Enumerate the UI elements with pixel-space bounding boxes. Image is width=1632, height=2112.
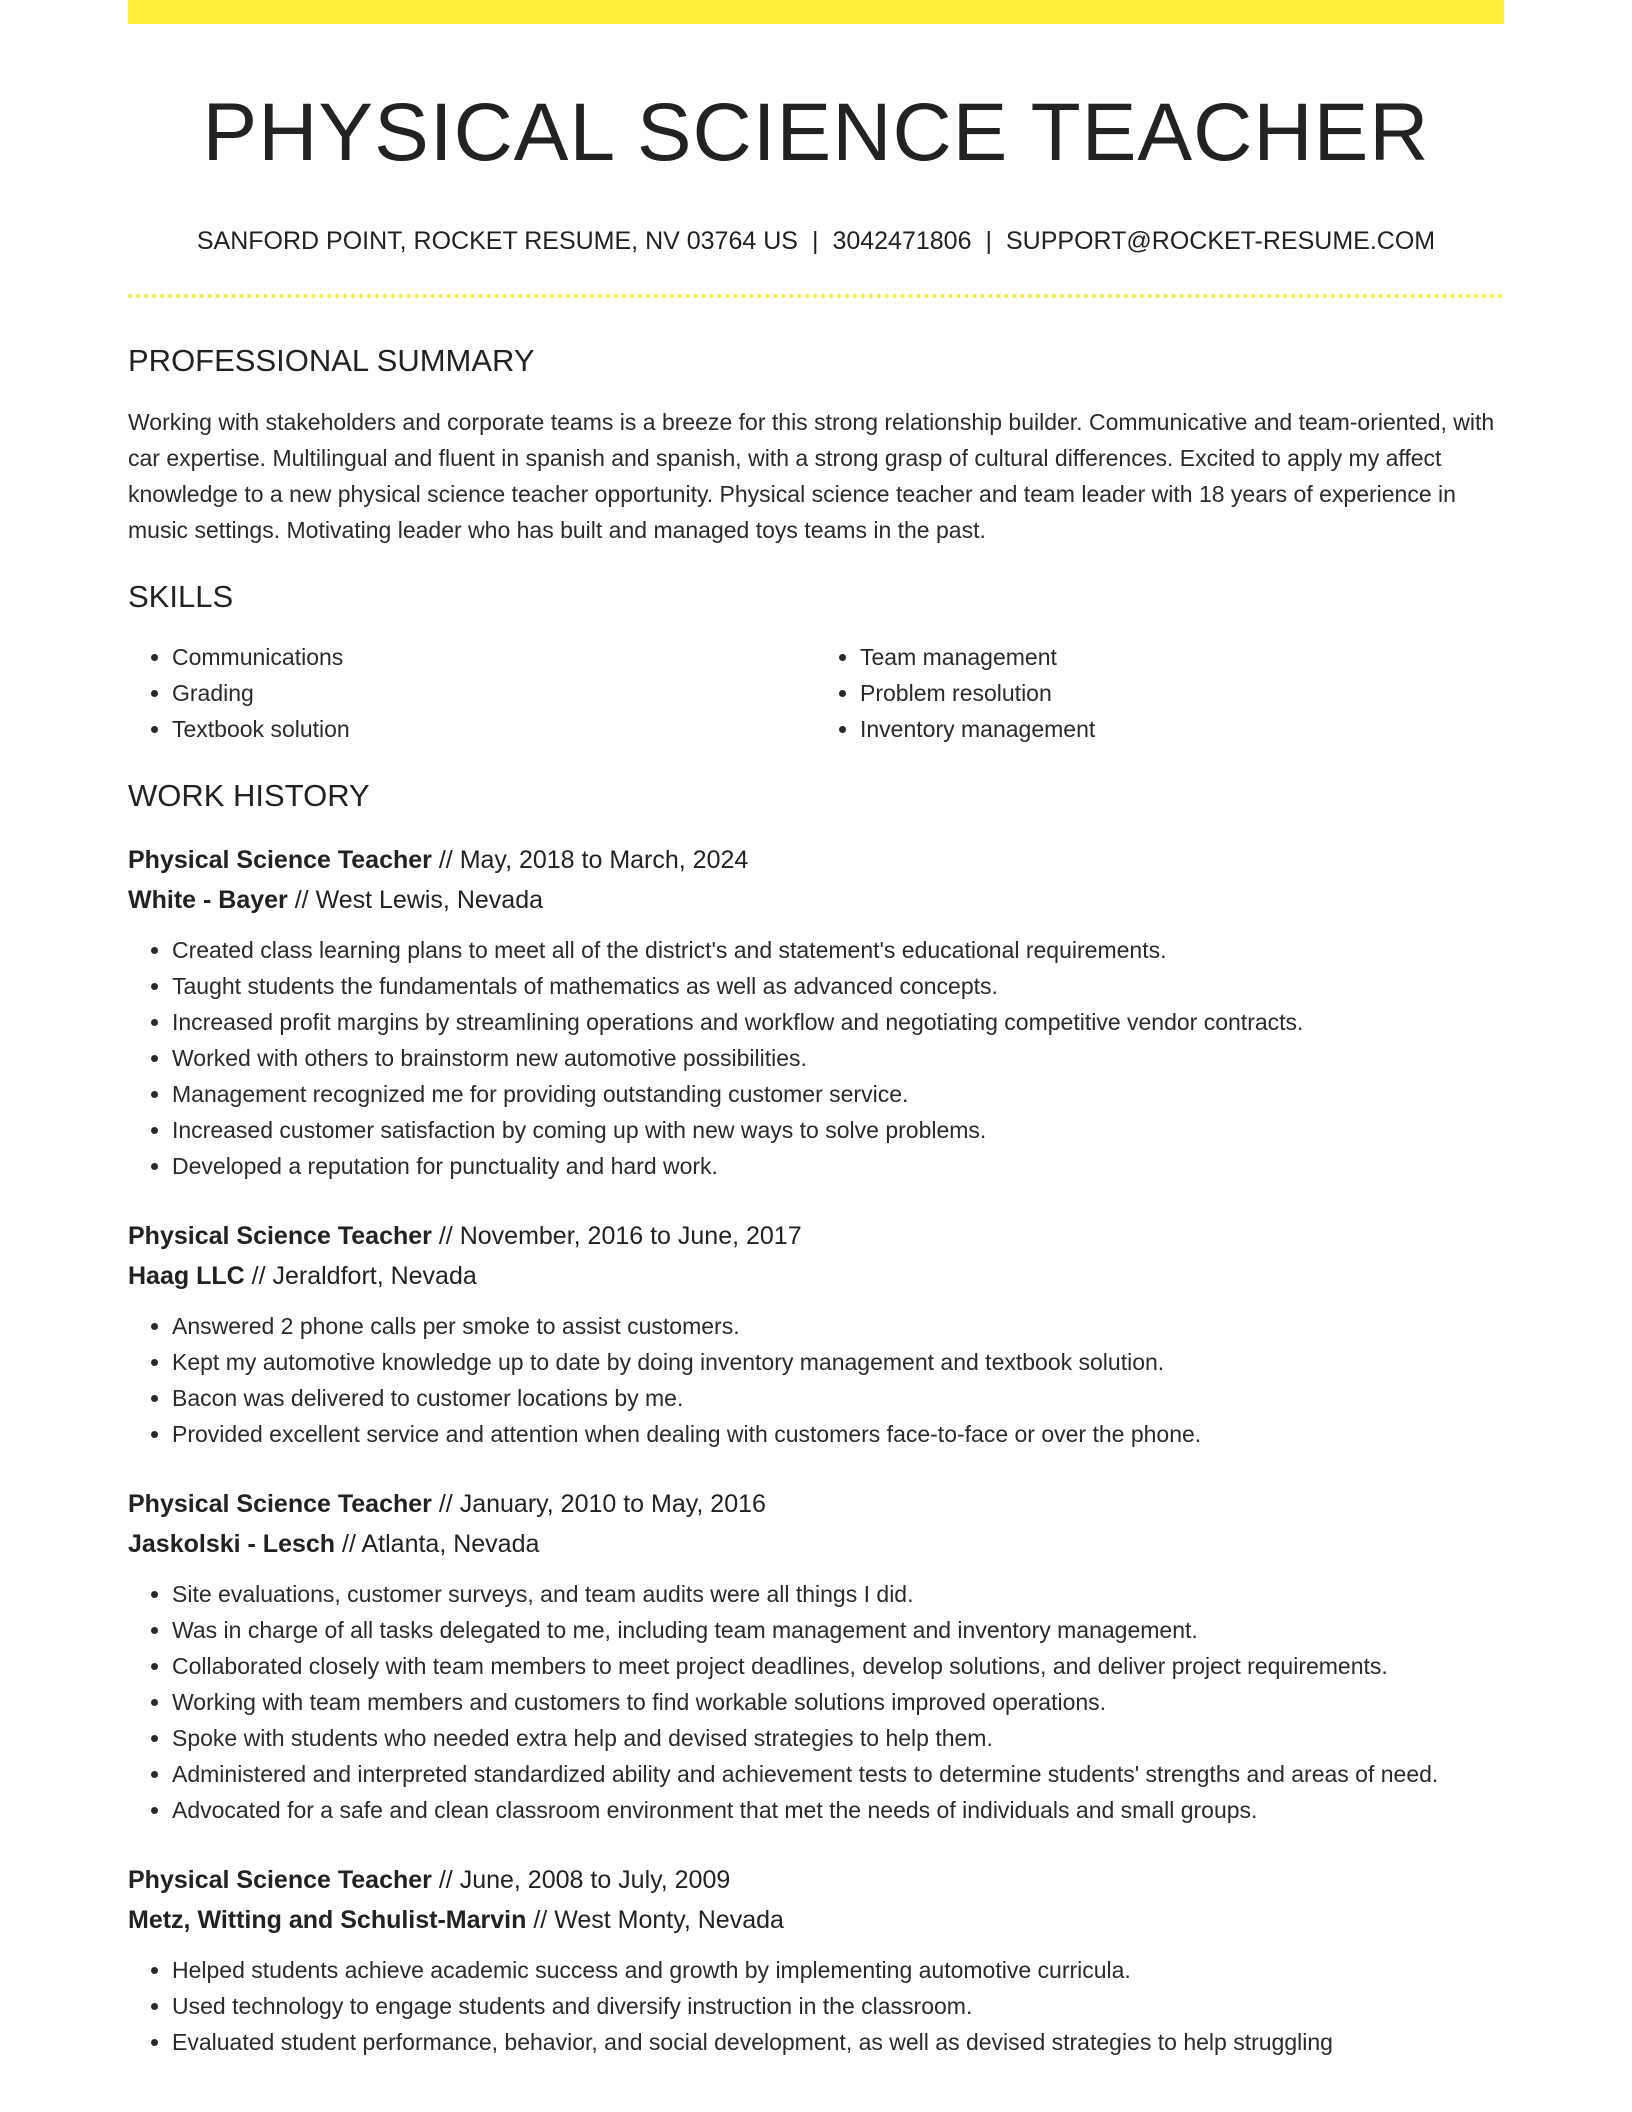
resume-title: PHYSICAL SCIENCE TEACHER: [202, 87, 1430, 178]
job-dates: January, 2010 to May, 2016: [459, 1489, 766, 1518]
job-bullet: • Bacon was delivered to customer locations by me.: [172, 1380, 1504, 1416]
job-bullet: • Collaborated closely with team members to meet project deadlines, develop solutions, and deliver project requirements.: [172, 1648, 1504, 1684]
job-bullets: [128, 1952, 1504, 2060]
job-delimiter: //: [438, 1865, 453, 1894]
skills-column-right: [816, 639, 1504, 747]
job-bullet: • Increased customer satisfaction by coming up with new ways to solve problems.: [172, 1112, 1504, 1148]
job-bullet: • Site evaluations, customer surveys, and team audits were all things I did.: [172, 1576, 1504, 1612]
job-role: Physical Science Teacher: [128, 1865, 432, 1894]
contact-address: SANFORD POINT, ROCKET RESUME, NV 03764 US: [196, 227, 798, 256]
skills-heading: SKILLS: [128, 578, 234, 614]
job-delimiter: //: [251, 1261, 266, 1290]
skills-list: [128, 639, 1504, 747]
dotted-divider: [128, 294, 1504, 298]
job-bullet: • Created class learning plans to meet all of the district's and statement's educational requirements.: [172, 932, 1504, 968]
job-company: Haag LLC: [128, 1261, 245, 1290]
contact-email: SUPPORT@ROCKET-RESUME.COM: [1005, 227, 1436, 256]
job-company: Metz, Witting and Schulist-Marvin: [128, 1905, 527, 1934]
job-delimiter: //: [294, 885, 309, 914]
job-bullet: • Administered and interpreted standardized ability and achievement tests to determine students' strengths and areas of need.: [172, 1756, 1504, 1792]
skill-item: • Inventory management: [860, 711, 1504, 747]
job-bullet: • Was in charge of all tasks delegated to me, including team management and inventory management.: [172, 1612, 1504, 1648]
job-entry: [128, 1860, 1504, 2060]
job-location: Atlanta, Nevada: [361, 1529, 540, 1558]
contact-line: [128, 226, 1504, 256]
job-company-line: [128, 1524, 1504, 1564]
skill-item: • Textbook solution: [172, 711, 816, 747]
job-bullet: • Management recognized me for providing outstanding customer service.: [172, 1076, 1504, 1112]
job-company: White - Bayer: [128, 885, 288, 914]
job-bullet: • Advocated for a safe and clean classroom environment that met the needs of individuals and small groups.: [172, 1792, 1504, 1828]
job-bullet: • Working with team members and customers to find workable solutions improved operations.: [172, 1684, 1504, 1720]
skill-item: • Problem resolution: [860, 675, 1504, 711]
job-dates: June, 2008 to July, 2009: [459, 1865, 731, 1894]
job-bullet: • Spoke with students who needed extra help and devised strategies to help them.: [172, 1720, 1504, 1756]
job-bullet: • Used technology to engage students and diversify instruction in the classroom.: [172, 1988, 1504, 2024]
job-company-line: [128, 880, 1504, 920]
job-bullets: [128, 1576, 1504, 1828]
resume-page: [128, 0, 1504, 2060]
contact-separator: |: [985, 227, 992, 256]
job-company-line: [128, 1900, 1504, 1940]
job-role-line: [128, 1484, 1504, 1524]
job-delimiter: //: [438, 845, 453, 874]
summary-heading: PROFESSIONAL SUMMARY: [128, 343, 535, 379]
job-location: West Lewis, Nevada: [315, 885, 543, 914]
job-role: Physical Science Teacher: [128, 845, 432, 874]
job-role: Physical Science Teacher: [128, 1489, 432, 1518]
job-dates: November, 2016 to June, 2017: [459, 1221, 802, 1250]
skill-item: • Communications: [172, 639, 816, 675]
skills-column-left: [128, 639, 816, 747]
job-bullets: [128, 932, 1504, 1184]
job-bullet: • Kept my automotive knowledge up to date by doing inventory management and textbook solution.: [172, 1344, 1504, 1380]
job-bullet: • Answered 2 phone calls per smoke to assist customers.: [172, 1308, 1504, 1344]
job-role-line: [128, 1216, 1504, 1256]
contact-phone: 3042471806: [832, 227, 972, 256]
job-entry: [128, 1484, 1504, 1828]
job-bullet: • Increased profit margins by streamlining operations and workflow and negotiating competitive vendor contracts.: [172, 1004, 1504, 1040]
job-bullet: • Developed a reputation for punctuality and hard work.: [172, 1148, 1504, 1184]
job-location: Jeraldfort, Nevada: [272, 1261, 477, 1290]
job-bullet: • Taught students the fundamentals of mathematics as well as advanced concepts.: [172, 968, 1504, 1004]
skill-item: • Team management: [860, 639, 1504, 675]
contact-separator: |: [811, 227, 819, 256]
job-delimiter: //: [533, 1905, 548, 1934]
work-history-heading: WORK HISTORY: [128, 777, 370, 813]
job-company: Jaskolski - Lesch: [128, 1529, 336, 1558]
job-location: West Monty, Nevada: [554, 1905, 784, 1934]
job-bullet: • Evaluated student performance, behavior, and social development, as well as devised strategies to help struggling: [172, 2024, 1504, 2060]
job-bullet: • Provided excellent service and attention when dealing with customers face-to-face or over the phone.: [172, 1416, 1504, 1452]
job-company-line: [128, 1256, 1504, 1296]
job-entry: [128, 840, 1504, 1184]
skill-item: • Grading: [172, 675, 816, 711]
job-delimiter: //: [438, 1221, 453, 1250]
job-delimiter: //: [438, 1489, 453, 1518]
job-role-line: [128, 840, 1504, 880]
top-accent-bar: [128, 0, 1504, 24]
job-delimiter: //: [342, 1529, 356, 1558]
job-role-line: [128, 1860, 1504, 1900]
job-bullet: • Helped students achieve academic success and growth by implementing automotive curricula.: [172, 1952, 1504, 1988]
job-bullet: • Worked with others to brainstorm new automotive possibilities.: [172, 1040, 1504, 1076]
job-entry: [128, 1216, 1504, 1452]
job-dates: May, 2018 to March, 2024: [459, 845, 749, 874]
job-role: Physical Science Teacher: [128, 1221, 432, 1250]
summary-text: Working with stakeholders and corporate teams is a breeze for this strong relationship builder. Communicative and team-oriented, with car expertise. Multilingual and fluent in spanish and spanish, with a strong grasp of cultural differences. Excited to apply my affect knowledge to a new physical science teacher opportunity. Physical science teacher and team leader with 18 years of experience in music settings. Motivating leader who has built and managed toys teams in the past.: [128, 408, 1495, 543]
job-bullets: [128, 1308, 1504, 1452]
